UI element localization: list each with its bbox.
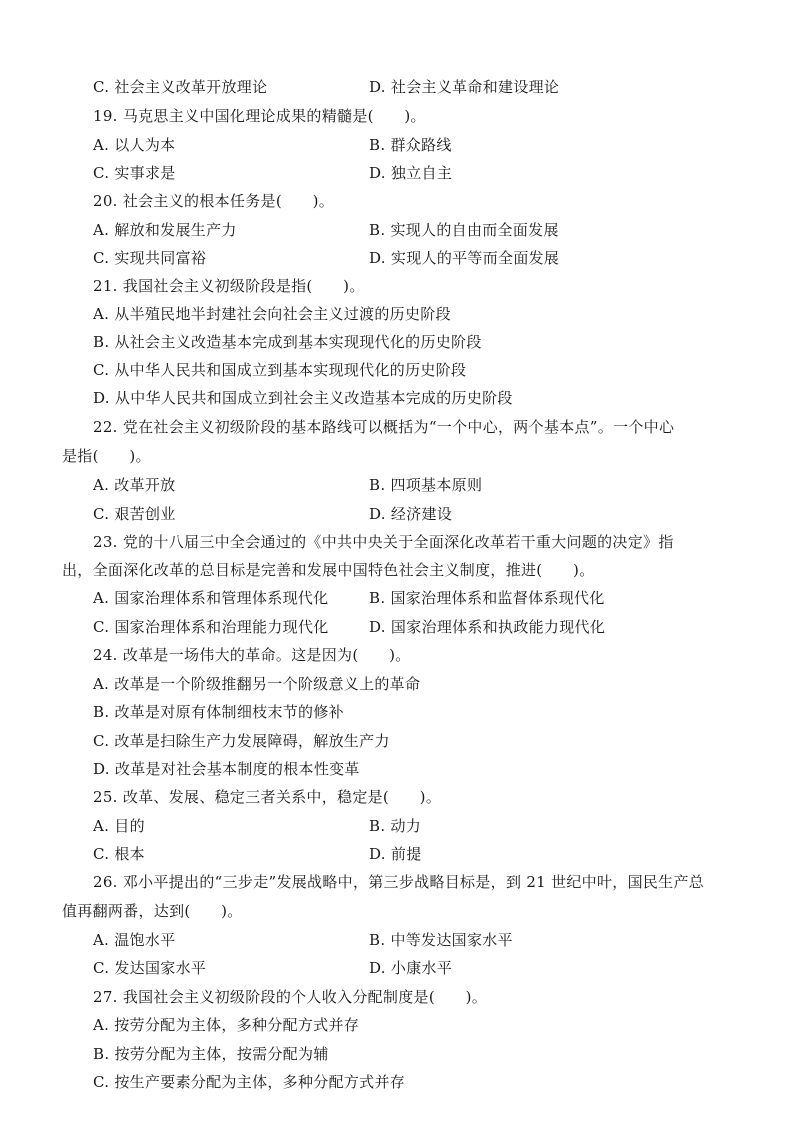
option-d-18: D. 社会主义革命和建设理论 bbox=[369, 78, 560, 96]
question-26: 26. 邓小平提出的“三步走”发展战略中，第三步战略目标是，到 21 世纪中叶，国民生产总 bbox=[93, 873, 705, 891]
option-d-22: D. 经济建设 bbox=[369, 505, 453, 523]
option-c-20: C. 实现共同富裕 bbox=[93, 249, 207, 267]
question-21: 21. 我国社会主义初级阶段是指( )。 bbox=[93, 277, 365, 295]
question-19: 19. 马克思主义中国化理论成果的精髓是( )。 bbox=[93, 107, 426, 125]
option-b-27: B. 按劳分配为主体，按需分配为辅 bbox=[93, 1045, 329, 1063]
option-b-21: B. 从社会主义改造基本完成到基本实现现代化的历史阶段 bbox=[93, 333, 482, 351]
question-23-cont: 出，全面深化改革的总目标是完善和发展中国特色社会主义制度，推进( )。 bbox=[62, 561, 595, 579]
option-d-20: D. 实现人的平等而全面发展 bbox=[369, 249, 560, 267]
option-a-23: A. 国家治理体系和管理体系现代化 bbox=[93, 589, 329, 607]
option-b-24: B. 改革是对原有体制细枝末节的修补 bbox=[93, 703, 344, 721]
option-b-26: B. 中等发达国家水平 bbox=[369, 931, 513, 949]
option-b-23: B. 国家治理体系和监督体系现代化 bbox=[369, 589, 605, 607]
option-a-19: A. 以人为本 bbox=[93, 136, 176, 154]
question-26-cont: 值再翻两番，达到( )。 bbox=[62, 902, 243, 920]
option-a-22: A. 改革开放 bbox=[93, 476, 176, 494]
option-c-19: C. 实事求是 bbox=[93, 164, 176, 182]
option-c-24: C. 改革是扫除生产力发展障碍，解放生产力 bbox=[93, 732, 390, 750]
option-d-24: D. 改革是对社会基本制度的根本性变革 bbox=[93, 760, 360, 778]
option-a-20: A. 解放和发展生产力 bbox=[93, 221, 237, 239]
option-a-21: A. 从半殖民地半封建社会向社会主义过渡的历史阶段 bbox=[93, 305, 451, 323]
option-a-25: A. 目的 bbox=[93, 817, 145, 835]
option-d-23: D. 国家治理体系和执政能力现代化 bbox=[369, 618, 606, 636]
question-23: 23. 党的十八届三中全会通过的《中共中央关于全面深化改革若干重大问题的决定》指 bbox=[93, 533, 674, 551]
option-a-27: A. 按劳分配为主体，多种分配方式并存 bbox=[93, 1016, 360, 1034]
question-27: 27. 我国社会主义初级阶段的个人收入分配制度是( )。 bbox=[93, 988, 488, 1006]
option-a-26: A. 温饱水平 bbox=[93, 931, 176, 949]
option-a-24: A. 改革是一个阶级推翻另一个阶级意义上的革命 bbox=[93, 675, 421, 693]
option-d-19: D. 独立自主 bbox=[369, 164, 453, 182]
option-d-26: D. 小康水平 bbox=[369, 959, 453, 977]
question-22-cont: 是指( )。 bbox=[62, 447, 151, 465]
option-d-25: D. 前提 bbox=[369, 845, 422, 863]
option-b-22: B. 四项基本原则 bbox=[369, 476, 483, 494]
option-b-19: B. 群众路线 bbox=[369, 136, 452, 154]
option-c-27: C. 按生产要素分配为主体，多种分配方式并存 bbox=[93, 1073, 406, 1091]
option-c-23: C. 国家治理体系和治理能力现代化 bbox=[93, 618, 329, 636]
question-20: 20. 社会主义的根本任务是( )。 bbox=[93, 192, 335, 210]
question-24: 24. 改革是一场伟大的革命。这是因为( )。 bbox=[93, 646, 411, 664]
option-c-26: C. 发达国家水平 bbox=[93, 959, 207, 977]
option-b-20: B. 实现人的自由而全面发展 bbox=[369, 221, 559, 239]
option-b-25: B. 动力 bbox=[369, 817, 422, 835]
option-c-21: C. 从中华人民共和国成立到基本实现现代化的历史阶段 bbox=[93, 361, 467, 379]
option-c-25: C. 根本 bbox=[93, 845, 145, 863]
question-25: 25. 改革、发展、稳定三者关系中，稳定是( )。 bbox=[93, 788, 442, 806]
option-c-18: C. 社会主义改革开放理论 bbox=[93, 78, 268, 96]
option-d-21: D. 从中华人民共和国成立到社会主义改造基本完成的历史阶段 bbox=[93, 389, 513, 407]
question-22: 22. 党在社会主义初级阶段的基本路线可以概括为“一个中心，两个基本点”。一个中心 bbox=[93, 418, 675, 436]
option-c-22: C. 艰苦创业 bbox=[93, 505, 176, 523]
